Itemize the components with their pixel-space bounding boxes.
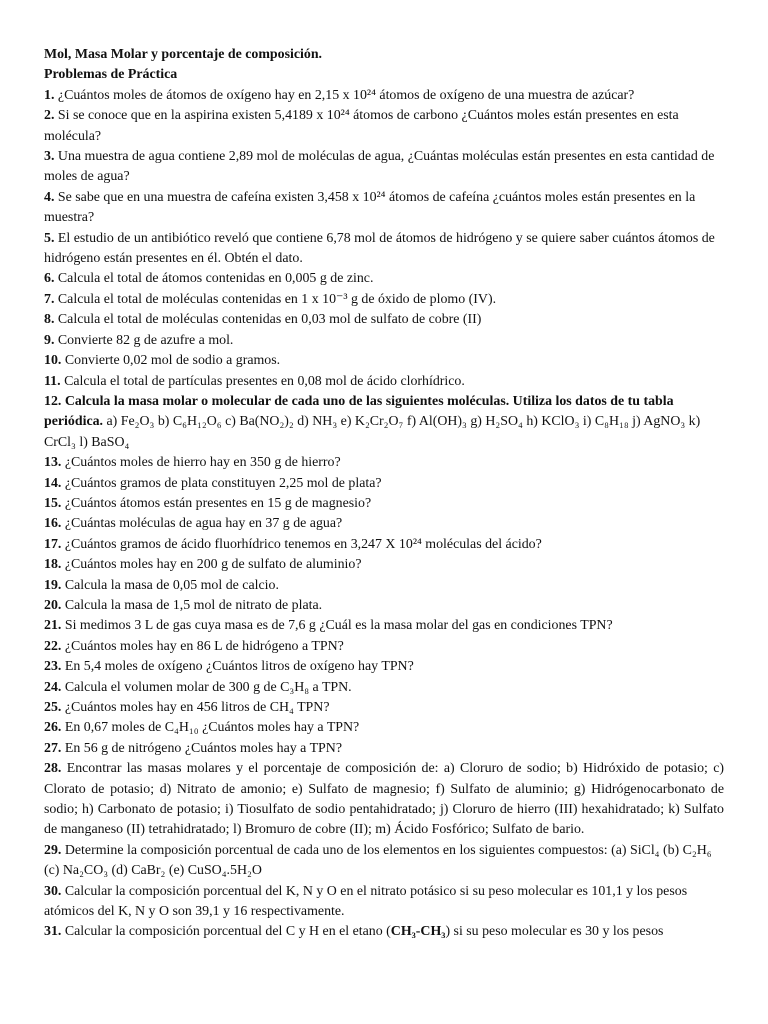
problem-15: [44, 494, 724, 514]
problem-text: ¿Cuántos gramos de plata constituyen 2,25 mol de plata?: [64, 475, 382, 491]
problem-number: 31.: [44, 924, 62, 940]
problem-6: [44, 269, 724, 289]
problem-number: 5.: [44, 230, 55, 246]
problem-number: 14.: [44, 475, 62, 491]
problem-number: 30.: [44, 883, 62, 899]
problem-text: Calcula el volumen molar de 300 g de C₃H₈ a TPN.: [64, 679, 352, 695]
problem-text: Calcular la composición porcentual del K, N y O en el nitrato potásico si su peso molecular es 101,1 y los pesos atómicos del K, N y O son 39,1 y 16 respectivamente.: [44, 883, 688, 920]
problem-text: ¿Cuántos moles de hierro hay en 350 g de hierro?: [64, 455, 341, 471]
problem-8: [44, 310, 724, 330]
problem-16: [44, 514, 724, 534]
problem-text: ¿Cuántos átomos están presentes en 15 g de magnesio?: [64, 495, 372, 511]
problem-number: 19.: [44, 577, 62, 593]
problem-25: [44, 698, 724, 718]
problem-text: Si se conoce que en la aspirina existen 5,4189 x 10²⁴ átomos de carbono ¿Cuántos moles están presentes en esta molécula?: [44, 108, 679, 144]
problem-number: 20.: [44, 597, 62, 613]
problem-instruction: . Calcula la masa molar o molecular de cada uno de las siguientes moléculas. Utiliza los datos de tu tabla periódica.: [44, 393, 674, 430]
problem-number: 4.: [44, 189, 55, 205]
problem-text: Si medimos 3 L de gas cuya masa es de 7,6 g ¿Cuál es la masa molar del gas en condiciones TPN?: [64, 618, 613, 634]
problem-text: Calcula el total de partículas presentes en 0,08 mol de ácido clorhídrico.: [64, 373, 465, 389]
problem-number: 6.: [44, 271, 55, 287]
problem-text: En 56 g de nitrógeno ¿Cuántos moles hay a TPN?: [64, 740, 342, 756]
problem-number: 12: [44, 393, 58, 409]
problem-number: 3.: [44, 149, 55, 165]
problem-text: El estudio de un antibiótico reveló que contiene 6,78 mol de átomos de hidrógeno y se quiere saber cuántos átomos de hidrógeno están presentes en él. Obtén el dato.: [44, 230, 715, 267]
problem-formula: CH₃-CH₃: [390, 924, 446, 940]
problem-12: [44, 392, 724, 453]
problem-27: [44, 739, 724, 759]
problem-text: Calcula el total de átomos contenidas en 0,005 g de zinc.: [57, 271, 374, 287]
page-title: Mol, Masa Molar y porcentaje de composición.: [44, 47, 323, 62]
problem-number: 2.: [44, 108, 55, 124]
problem-text: ¿Cuántos moles hay en 86 L de hidrógeno a TPN?: [64, 638, 344, 654]
problem-number: 11.: [44, 373, 61, 389]
problem-31: [44, 922, 724, 942]
problem-10: [44, 351, 724, 371]
problem-number: 23.: [44, 659, 62, 675]
problem-3: [44, 147, 724, 188]
problem-number: 10.: [44, 353, 62, 369]
problem-number: 13.: [44, 455, 62, 471]
problem-text: Determine la composición porcentual de cada uno de los elementos en los siguientes compuestos: (a) SiCl₄ (b) C₂H₆ (c) Na₂CO₃ (d) CaBr₂ (e) CuSO₄.5H₂O: [44, 842, 712, 879]
problem-text: Calcula la masa de 1,5 mol de nitrato de plata.: [64, 597, 323, 613]
problem-number: 7.: [44, 291, 55, 307]
problem-number: 21.: [44, 618, 62, 634]
page-subtitle: Problemas de Práctica: [44, 67, 178, 83]
problem-4: [44, 188, 724, 229]
problem-30: [44, 882, 724, 923]
problem-2: [44, 106, 724, 147]
problem-text: Calcular la composición porcentual del C y H en el etano (: [64, 924, 391, 940]
problem-text: Convierte 82 g de azufre a mol.: [57, 332, 234, 348]
problem-text: Encontrar las masas molares y el porcentaje de composición de: a) Cloruro de sodio; b) Hidróxido de potasio; c) Clorato de potasio; d) Nitrato de amonio; e) Sulfato de magnesio; f) Sulfato de aluminio; g) Hidrógenocarbonato de sodio; h) Carbonato de potasio; i) Tiosulfato de sodio pentahidratado; j) Cloruro de hierro (III) hexahidratado; k) Sulfato de manganeso (II) tetrahidratado; l) Bromuro de cobre (II); m) Ácido Fosfórico; Sulfato de bario.: [44, 761, 724, 838]
problem-number: 25.: [44, 700, 62, 715]
problem-14: [44, 474, 724, 494]
problem-number: 18.: [44, 557, 62, 573]
problem-13: [44, 453, 724, 473]
problem-28: [44, 759, 724, 841]
problem-text: En 5,4 moles de oxígeno ¿Cuántos litros de oxígeno hay TPN?: [64, 659, 414, 675]
problem-11: [44, 372, 724, 392]
problem-19: [44, 576, 724, 596]
problem-number: 15.: [44, 495, 62, 511]
problem-text: Convierte 0,02 mol de sodio a gramos.: [64, 353, 281, 369]
problem-number: 28.: [44, 761, 62, 777]
problem-number: 22.: [44, 638, 62, 654]
problem-text: Una muestra de agua contiene 2,89 mol de moléculas de agua, ¿Cuántas moléculas están presentes en esta cantidad de moles de agua?: [44, 149, 715, 185]
problem-text: ¿Cuántos moles de átomos de oxígeno hay en 2,15 x 10²⁴ átomos de oxígeno de una muestra de azúcar?: [57, 87, 635, 103]
problem-20: [44, 596, 724, 616]
problem-5: [44, 229, 724, 270]
problem-number: 27.: [44, 740, 62, 756]
problem-text-after: ) si su peso molecular es 30 y los pesos: [445, 924, 664, 940]
problem-18: [44, 555, 724, 575]
problem-text: ¿Cuántas moléculas de agua hay en 37 g de agua?: [64, 516, 343, 532]
problem-23: [44, 657, 724, 677]
problem-text: Calcula el total de moléculas contenidas en 1 x 10⁻³ g de óxido de plomo (IV).: [57, 291, 497, 307]
problem-text: Calcula el total de moléculas contenidas en 0,03 mol de sulfato de cobre (II): [57, 312, 482, 328]
problem-24: [44, 678, 724, 698]
problem-21: [44, 616, 724, 636]
problem-9: [44, 331, 724, 351]
problem-number: 24.: [44, 679, 62, 695]
problem-number: 17.: [44, 536, 62, 552]
problem-number: 8.: [44, 312, 55, 328]
problem-number: 1.: [44, 87, 55, 103]
problem-1: [44, 86, 724, 106]
problem-22: [44, 637, 724, 657]
problem-number: 29.: [44, 842, 62, 858]
problem-text: ¿Cuántos gramos de ácido fluorhídrico tenemos en 3,247 X 10²⁴ moléculas del ácido?: [64, 536, 542, 552]
problem-text: a) Fe₂O₃ b) C₆H₁₂O₆ c) Ba(NO₂)₂ d) NH₃ e) K₂Cr₂O₇ f) Al(OH)₃ g) H₂SO₄ h) KClO₃ i) C₈H₁₈ j) AgNO₃ k) CrCl₃ l) BaSO₄: [44, 414, 701, 450]
problem-text: ¿Cuántos moles hay en 456 litros de CH₄ TPN?: [64, 700, 330, 715]
problem-text: En 0,67 moles de C₄H₁₀ ¿Cuántos moles hay a TPN?: [64, 720, 360, 736]
problem-number: 26.: [44, 720, 62, 736]
problem-text: Se sabe que en una muestra de cafeína existen 3,458 x 10²⁴ átomos de cafeína ¿cuántos moles están presentes en la muestra?: [44, 189, 696, 226]
problem-number: 9.: [44, 332, 55, 348]
document-page: [44, 45, 724, 943]
problem-text: ¿Cuántos moles hay en 200 g de sulfato de aluminio?: [64, 557, 362, 573]
problem-text: Calcula la masa de 0,05 mol de calcio.: [64, 577, 279, 593]
problem-number: 16.: [44, 516, 62, 532]
problem-7: [44, 290, 724, 310]
problem-29: [44, 841, 724, 882]
problem-26: [44, 718, 724, 738]
problem-17: [44, 535, 724, 555]
